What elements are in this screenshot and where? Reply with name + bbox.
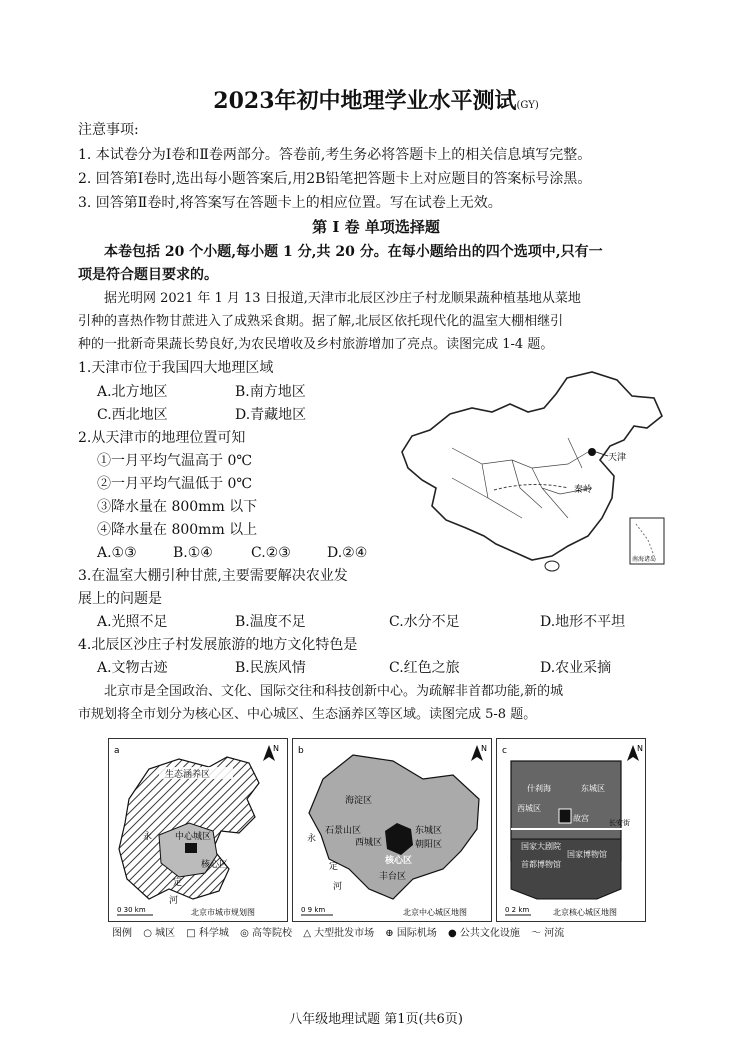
map-b-north: N: [481, 744, 487, 753]
legend-airport: ⊕ 国际机场: [385, 928, 437, 939]
note-item-2: 2. 回答第Ⅰ卷时,选出每小题答案后,用2B铅笔把答题卡上对应题目的答案标号涂黑。: [78, 171, 592, 187]
q4-option-c: C.红色之旅: [389, 660, 460, 676]
china-outline: [402, 372, 662, 560]
q2-statement-2: ②一月平均气温低于 0℃: [97, 476, 253, 492]
q3-option-b: B.温度不足: [235, 614, 306, 630]
legend-river: 〜 河流: [531, 928, 565, 939]
river-char-1: 永: [143, 832, 153, 842]
q3-option-c: C.水分不足: [389, 614, 460, 630]
note-item-1: 1. 本试卷分为Ⅰ卷和Ⅱ卷两部分。答卷前,考生务必将答题卡上的相关信息填写完整。: [78, 147, 592, 163]
map-a: [109, 739, 287, 921]
q4-option-d: D.农业采摘: [540, 660, 612, 676]
page-footer: 八年级地理试题 第1页(共6页): [289, 1012, 463, 1027]
district-chaoyang: 朝阳区: [415, 840, 443, 850]
legend-science-city: □ 科学城: [186, 928, 229, 939]
legend-university: ◎ 高等院校: [240, 928, 293, 939]
map-b-panel: [292, 738, 492, 922]
map-a-panel: [108, 738, 288, 922]
passage2-line-2: 市规划将全市划分为核心区、中心城区、生态涵养区等区域。读图完成 5-8 题。: [78, 707, 537, 722]
instructions-line-1: 本卷包括 20 个小题,每小题 1 分,共 20 分。在每小题给出的四个选项中,只有一: [104, 244, 603, 260]
place-gugong: 故宫: [573, 814, 589, 823]
q1-option-c: C.西北地区: [97, 407, 168, 423]
notes-heading: 注意事项:: [78, 122, 139, 138]
river-char-2: 定: [173, 878, 183, 888]
map-c: [497, 739, 645, 921]
q4-option-b: B.民族风情: [235, 660, 306, 676]
eco-label: 生态涵养区: [165, 770, 211, 780]
q1-option-a: A.北方地区: [97, 384, 168, 400]
passage1-line-3: 种的一批新奇果蔬长势良好,为农民增收及乡村旅游增加了亮点。读图完成 1-4 题。: [78, 337, 554, 352]
q1-option-b: B.南方地区: [235, 384, 306, 400]
passage1-line-1: 据光明网 2021 年 1 月 13 日报道,天津市北辰区沙庄子村龙顺果蔬种植基地从菜地: [104, 291, 581, 306]
core-label: 核心区: [385, 856, 413, 866]
q4-option-a: A.文物古迹: [97, 660, 168, 676]
map-a-caption: 北京市城市规划图: [191, 908, 255, 917]
river-char-3: 河: [333, 882, 343, 892]
map-b: [293, 739, 491, 921]
district-fengtai: 丰台区: [379, 872, 407, 882]
passage1-line-2: 引种的喜热作物甘蔗进入了成熟采食期。据了解,北辰区依托现代化的温室大棚相继引: [78, 314, 564, 329]
place-grand-theatre: 国家大剧院: [521, 842, 561, 851]
q3-option-a: A.光照不足: [97, 614, 168, 630]
hainan-island: [545, 561, 559, 571]
q1-option-d: D.青藏地区: [235, 407, 307, 423]
inset-label: 南海诸岛: [632, 556, 657, 563]
district-haidian: 海淀区: [345, 796, 373, 806]
map-b-caption: 北京中心城区地图: [403, 908, 467, 917]
legend-city: ○ 城区: [143, 928, 176, 939]
legend-culture-facility: ● 公共文化设施: [448, 928, 520, 939]
q3-stem-line-2: 展上的问题是: [78, 591, 162, 607]
map-a-north: N: [273, 744, 279, 753]
q2-statement-1: ①一月平均气温高于 0℃: [97, 453, 253, 469]
core-zone-area: [185, 843, 197, 853]
page-title: 2023年初中地理学业水平测试(GY): [213, 88, 539, 114]
q2-statement-3: ③降水量在 800mm 以下: [97, 499, 258, 515]
place-shichahai: 什刹海: [527, 784, 551, 793]
map-c-letter: c: [502, 746, 507, 756]
map-a-letter: a: [114, 746, 120, 756]
core-label: 核心区: [201, 860, 229, 870]
q2-option-c: C.②③: [251, 545, 291, 561]
place-national-museum: 国家博物馆: [567, 850, 607, 859]
qinling-label: 秦岭: [574, 485, 593, 495]
q2-option-a: A.①③: [97, 545, 137, 561]
place-capital-museum: 首都博物馆: [521, 860, 561, 869]
place-changanjie: 长安街: [609, 819, 630, 827]
map-c-caption: 北京核心城区地图: [553, 908, 617, 917]
place-dongcheng: 东城区: [581, 784, 605, 793]
china-map: [392, 368, 674, 578]
q2-statement-4: ④降水量在 800mm 以上: [97, 522, 258, 538]
q3-stem-line-1: 3.在温室大棚引种甘蔗,主要需要解决农业发: [78, 568, 348, 584]
map-legend: [112, 924, 572, 939]
map-a-scale: 0 30 km: [117, 906, 146, 914]
instructions-line-2: 项是符合题目要求的。: [78, 267, 218, 283]
note-item-3: 3. 回答第Ⅱ卷时,将答案写在答题卡上的相应位置。写在试卷上无效。: [78, 195, 502, 211]
river-char-3: 河: [169, 896, 179, 906]
passage2-line-1: 北京市是全国政治、文化、国际交往和科技创新中心。为疏解非首都功能,新的城: [104, 684, 564, 699]
center-label: 中心城区: [175, 832, 212, 842]
q1-stem: 1.天津市位于我国四大地理区域: [78, 360, 274, 376]
q2-option-b: B.①④: [173, 545, 213, 561]
district-dongcheng: 东城区: [415, 826, 443, 836]
tianjin-marker: [588, 448, 596, 456]
q2-option-d: D.②④: [327, 545, 368, 561]
q2-stem: 2.从天津市的地理位置可知: [78, 430, 246, 446]
district-xicheng: 西城区: [355, 838, 383, 848]
legend-wholesale-market: △ 大型批发市场: [303, 928, 375, 939]
section-heading: 第 Ⅰ 卷 单项选择题: [312, 218, 440, 236]
district-shijingshan: 石景山区: [325, 826, 362, 836]
map-b-letter: b: [298, 746, 304, 756]
map-c-scale: 0 2 km: [505, 906, 530, 914]
forbidden-city: [559, 809, 571, 823]
map-b-scale: 0 9 km: [301, 906, 326, 914]
place-xicheng: 西城区: [517, 804, 541, 813]
river-char-1: 永: [307, 834, 317, 844]
tianjin-label: 天津: [608, 453, 627, 463]
q3-option-d: D.地形不平坦: [540, 614, 626, 630]
map-c-panel: [496, 738, 646, 922]
map-c-north: N: [637, 744, 643, 753]
river-char-2: 定: [329, 862, 339, 872]
q4-stem: 4.北辰区沙庄子村发展旅游的地方文化特色是: [78, 637, 358, 653]
title-tag: (GY): [516, 100, 539, 111]
legend-title: 图例: [112, 928, 132, 939]
